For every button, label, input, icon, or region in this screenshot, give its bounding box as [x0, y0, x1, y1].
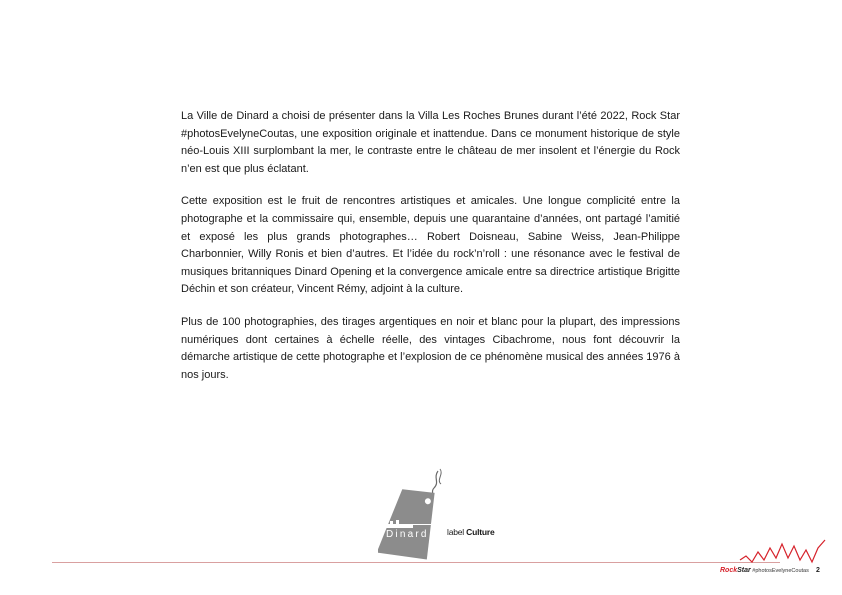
soundwave-icon: [720, 536, 830, 566]
label-bold: Culture: [466, 527, 495, 537]
footer-brand: [720, 567, 809, 574]
footer-rule: [52, 562, 780, 563]
label-culture-text: [447, 527, 495, 537]
paragraph-intro: La Ville de Dinard a choisi de présenter dans la Villa Les Roches Brunes durant l’été 2022, Rock Star #photosEvelyneCoutas, une exposition originale et inattendue. Dans ce monument historique de style néo-Louis XIII surplombant la mer, le contraste entre le château de mer insolent et l’énergie du Rock n’en est que plus éclatant.: [181, 110, 680, 175]
paragraph-photographs: Plus de 100 photographies, des tirages argentiques en noir et blanc pour la plupart, des impressions numériques dont certaines à échelle réelle, des vintages Cibachrome, nous font découvrir la démarche artistique de cette photographe et l’explosion de ce phénomène musical des années 1976 à nos jours.: [181, 315, 680, 381]
label-prefix: label: [447, 527, 464, 537]
logo-city-text: Dinard: [386, 529, 429, 540]
page-number: 2: [816, 567, 820, 574]
dinard-label-logo: [378, 466, 448, 566]
paragraph-encounters: Cette exposition est le fruit de rencontres artistiques et amicales. Une longue complicité entre la photographe et la commissaire qui, ensemble, depuis une quarantaine d’années, ont partagé l’amitié et exposé les plus grands photographes… Robert Doisneau, Sabine Weiss, Jean-Philippe Charbonnier, Willy Ronis et bien d’autres. Et l’idée du rock’n’roll : une résonance avec le festival de musiques britanniques Dinard Opening et la convergence amicale entre sa directrice artistique Brigitte Déchin et son créateur, Vincent Rémy, adjoint à la culture.: [181, 195, 680, 296]
body-text: [181, 108, 680, 399]
tag-icon: [378, 466, 448, 566]
brand-tag: #photosEvelyneCoutas: [752, 568, 809, 574]
brand-star: Star: [737, 567, 751, 574]
brand-rock: Rock: [720, 567, 738, 574]
